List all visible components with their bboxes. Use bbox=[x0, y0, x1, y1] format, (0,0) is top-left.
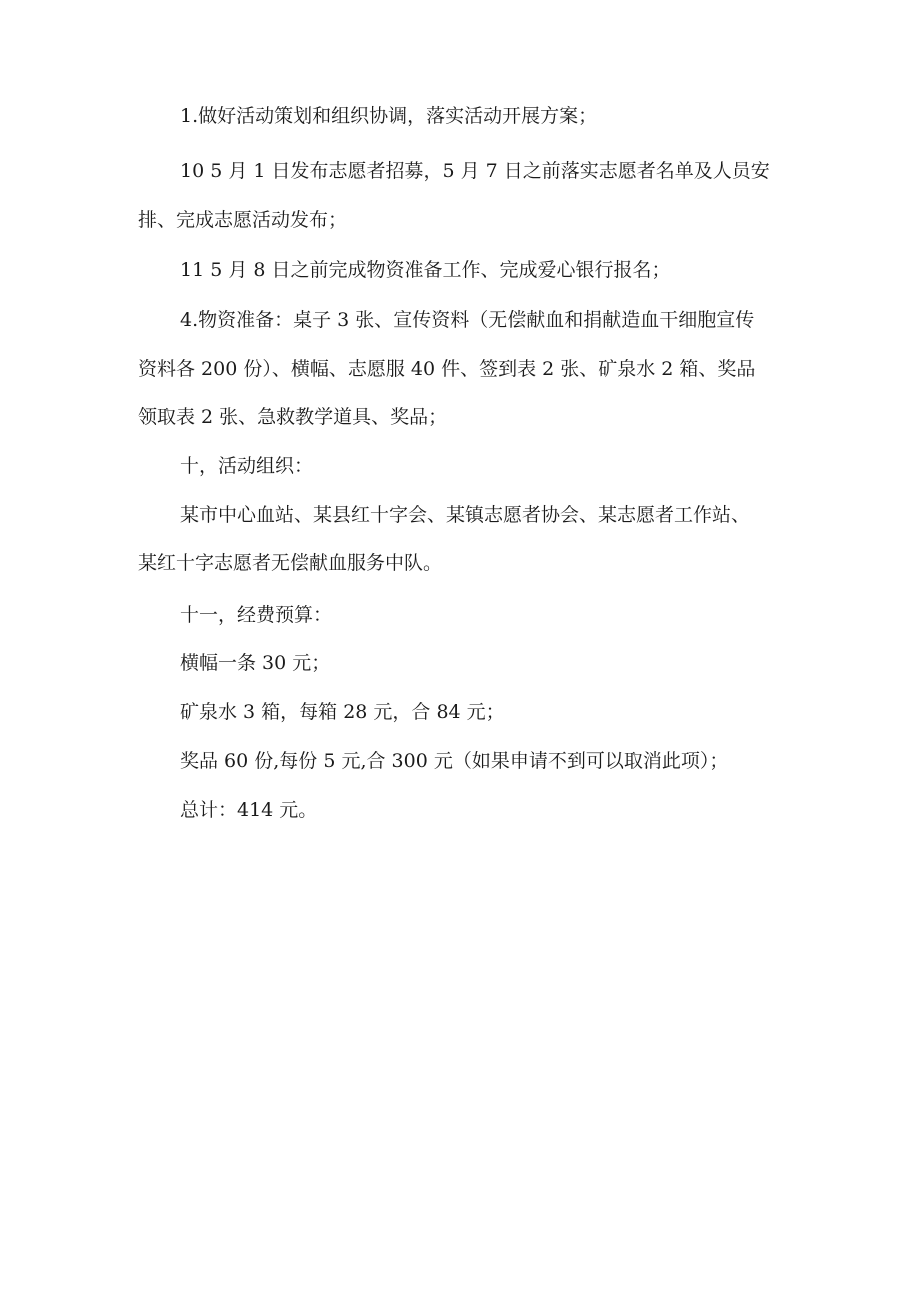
organizers-line-1: 某市中心血站、某县红十字会、某镇志愿者协会、某志愿者工作站、 bbox=[180, 504, 751, 526]
item-4-materials-cont-2: 领取表 2 张、急救教学道具、奖品； bbox=[138, 406, 448, 428]
item-1-planning: 1.做好活动策划和组织协调，落实活动开展方案； bbox=[180, 105, 598, 127]
organizers-line-2: 某红十字志愿者无偿献血服务中队。 bbox=[138, 552, 443, 574]
budget-banner: 横幅一条 30 元； bbox=[180, 652, 331, 674]
item-4-materials: 4.物资准备：桌子 3 张、宣传资料（无偿献血和捐献造血干细胞宣传 bbox=[180, 309, 755, 331]
budget-prizes: 奖品 60 份,每份 5 元,合 300 元（如果申请不到可以取消此项）； bbox=[180, 750, 729, 772]
item-11-materials-deadline: 11 5 月 8 日之前完成物资准备工作、完成爱心银行报名； bbox=[180, 259, 671, 281]
section-10-heading: 十，活动组织： bbox=[180, 455, 314, 477]
item-10-recruitment-cont: 排、完成志愿活动发布； bbox=[138, 209, 348, 231]
section-11-heading: 十一，经费预算： bbox=[180, 604, 333, 626]
item-4-materials-cont-1: 资料各 200 份）、横幅、志愿服 40 件、签到表 2 张、矿泉水 2 箱、奖品 bbox=[138, 358, 756, 380]
budget-total: 总计：414 元。 bbox=[180, 799, 318, 821]
budget-water: 矿泉水 3 箱，每箱 28 元，合 84 元； bbox=[180, 701, 505, 723]
item-10-recruitment: 10 5 月 1 日发布志愿者招募，5 月 7 日之前落实志愿者名单及人员安 bbox=[180, 160, 770, 182]
